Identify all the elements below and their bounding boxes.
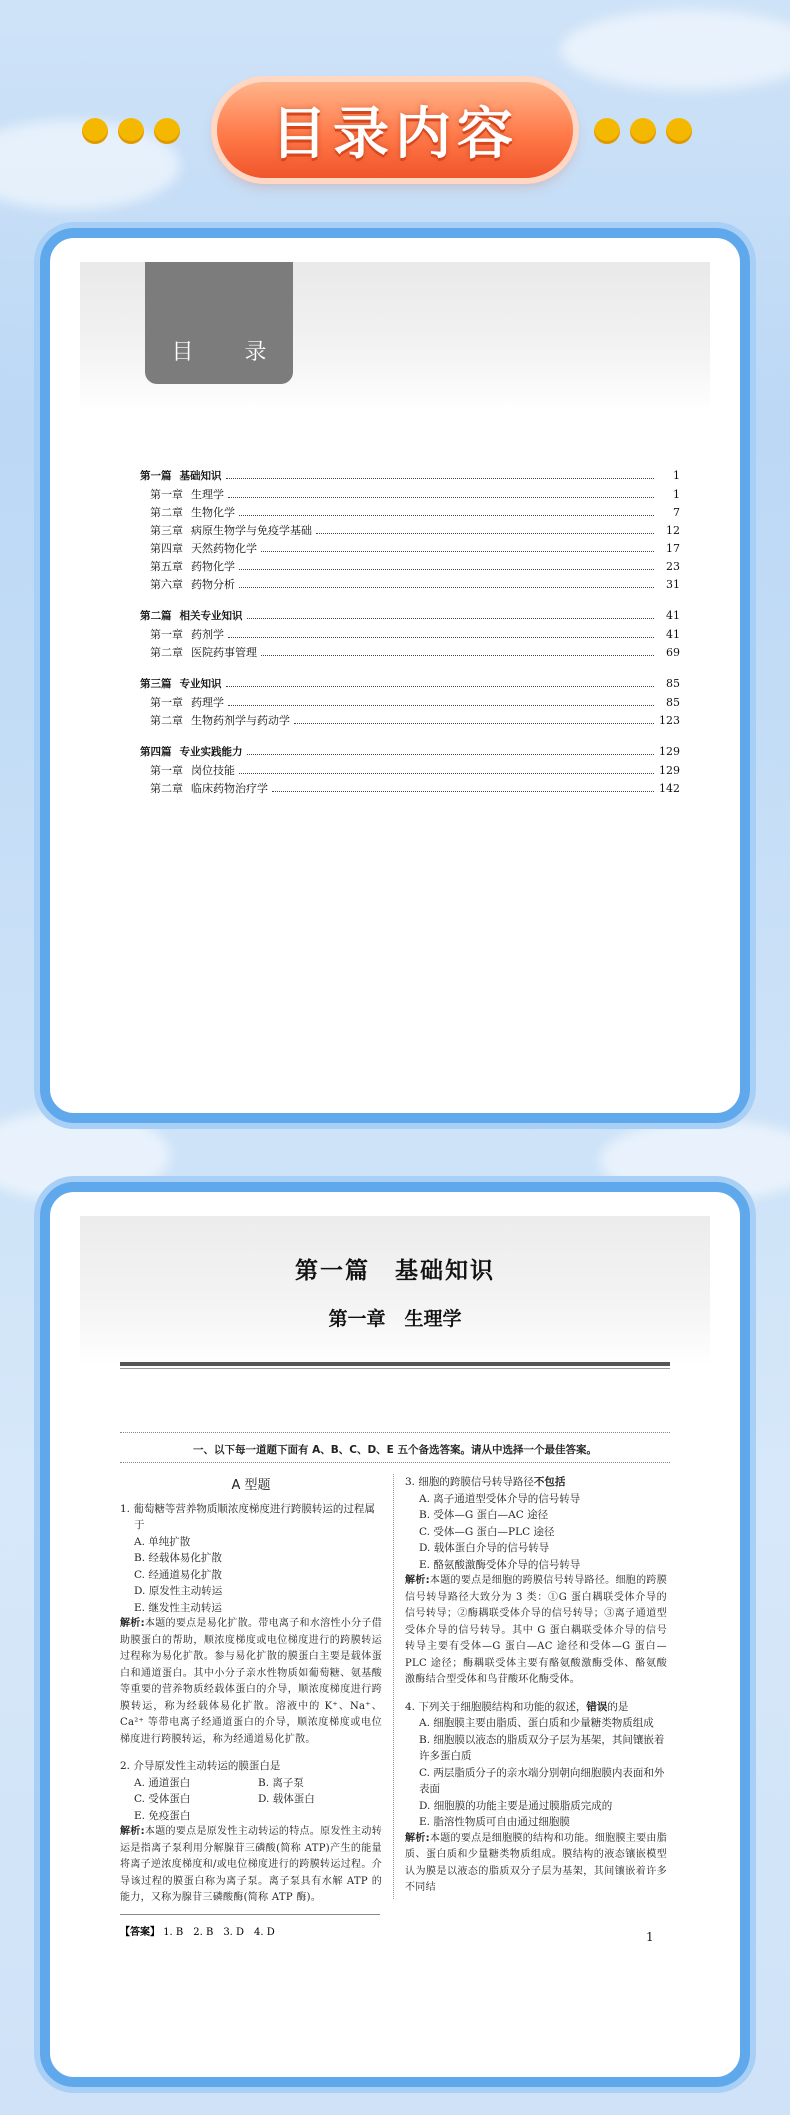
toc-page-number: 123 <box>659 714 680 727</box>
toc-page-number: 85 <box>666 677 680 690</box>
toc-chapter-row[interactable] <box>140 694 680 712</box>
dot-icon <box>594 118 620 144</box>
dot-icon <box>118 118 144 144</box>
dot-leader <box>247 754 655 755</box>
toc-entry-title <box>140 626 224 642</box>
toc-page-number: 17 <box>666 542 680 555</box>
toc-entry-title <box>140 762 235 778</box>
column-divider <box>393 1474 394 1899</box>
toc-card <box>40 228 750 1123</box>
toc-entry-title <box>140 712 290 728</box>
toc-chapter-row[interactable] <box>140 626 680 644</box>
dot-leader <box>226 478 655 479</box>
right-dots <box>594 118 692 144</box>
analysis-text: 本题的要点是易化扩散。带电离子和水溶性小分子借助膜蛋白的帮助，顺浓度梯度或电位梯度进行的跨膜转运过程称为易化扩散。参与易化扩散的膜蛋白主要是载体蛋白和通道蛋白。其中小分子亲水性物质如葡萄糖、氨基酸等重要的营养物质经载体蛋白的介导，顺浓度梯度进行跨膜转运，称为经载体易化扩散。溶液中的 K⁺、Na⁺、Ca²⁺ 等带电离子经通道蛋白的介导，顺浓度梯度或电位梯度进行跨膜转运，称为经通道易化扩散。 <box>120 1618 382 1745</box>
option: D. 载体蛋白 <box>258 1793 315 1805</box>
question-stem-emphasis: 错误 <box>586 1700 608 1713</box>
toc-page-number: 142 <box>659 782 680 795</box>
toc-entry-label: 第二章 <box>150 646 183 659</box>
toc-entry-label: 第四章 <box>150 542 183 555</box>
toc-entry-label: 第一章 <box>150 488 183 501</box>
analysis-label: 解析: <box>120 1826 145 1837</box>
question-stem-text: 3. 细胞的跨膜信号转导路径 <box>405 1476 534 1488</box>
option: C. 受体蛋白 <box>134 1793 191 1805</box>
dot-icon <box>154 118 180 144</box>
answer-key <box>120 1914 380 1938</box>
dot-leader <box>261 655 654 656</box>
answer-key-label: 【答案】 <box>120 1927 160 1938</box>
option: C. 受体—G 蛋白—PLC 途径 <box>419 1525 555 1538</box>
option: B. 细胞膜以液态的脂质双分子层为基架，其间镶嵌着许多蛋白质 <box>419 1733 665 1762</box>
dot-icon <box>630 118 656 144</box>
toc-entry-title <box>140 486 224 502</box>
toc-entry-name: 生物化学 <box>191 506 235 519</box>
instruction-rule-top <box>120 1432 670 1433</box>
toc-entry-label: 第三篇 <box>140 678 172 690</box>
option: A. 细胞膜主要由脂质、蛋白质和少量糖类物质组成 <box>419 1717 654 1729</box>
dot-leader <box>239 569 654 570</box>
toc-page-number: 41 <box>666 609 680 622</box>
toc-entry-label: 第二章 <box>150 714 183 727</box>
toc-part-row[interactable] <box>140 744 680 762</box>
toc-entry-name: 医院药事管理 <box>191 646 257 659</box>
toc-chapter-row[interactable] <box>140 522 680 540</box>
dot-leader <box>247 618 655 619</box>
toc-heading: 目 录 <box>171 340 289 365</box>
dot-icon <box>82 118 108 144</box>
instruction-text: 一、以下每一道题下面有 A、B、C、D、E 五个备选答案。请从中选择一个最佳答案。 <box>192 1444 598 1456</box>
toc-entry-label: 第二章 <box>150 506 183 519</box>
toc-page-number: 41 <box>666 628 680 641</box>
toc-part <box>140 744 680 798</box>
option: D. 载体蛋白介导的信号转导 <box>419 1542 550 1554</box>
table-of-contents <box>140 468 680 812</box>
analysis <box>405 1831 667 1897</box>
dot-icon <box>666 118 692 144</box>
toc-entry-label: 第一章 <box>150 628 183 641</box>
question-stem-text: 的是 <box>607 1700 629 1713</box>
toc-entry-title <box>140 468 222 483</box>
toc-entry-title <box>140 522 312 538</box>
toc-part <box>140 676 680 730</box>
toc-part <box>140 608 680 662</box>
toc-entry-name: 病原生物学与免疫学基础 <box>191 524 312 537</box>
toc-entry-title <box>140 576 235 592</box>
analysis <box>120 1616 382 1748</box>
question-3 <box>405 1474 667 1689</box>
toc-part <box>140 468 680 594</box>
analysis-text: 本题的要点是细胞膜的结构和功能。细胞膜主要由脂质、蛋白质和少量糖类物质组成。膜结构的液态镶嵌模型认为膜是以液态的脂质双分子层为基架，其间镶嵌着许多不同结 <box>405 1832 667 1893</box>
question-1 <box>120 1501 382 1749</box>
option: D. 细胞膜的功能主要是通过膜脂质完成的 <box>419 1799 613 1812</box>
toc-entry-title <box>140 780 268 796</box>
toc-chapter-row[interactable] <box>140 486 680 504</box>
question-stem: 1. 葡萄糖等营养物质顺浓度梯度进行跨膜转运的过程属于 <box>120 1502 375 1531</box>
toc-heading-tab <box>145 262 293 384</box>
dot-leader <box>272 791 654 792</box>
option: B. 离子泵 <box>258 1776 304 1789</box>
option: A. 单纯扩散 <box>134 1535 191 1548</box>
analysis-label: 解析: <box>405 1832 430 1844</box>
toc-page-number: 85 <box>666 696 680 709</box>
toc-chapter-row[interactable] <box>140 712 680 730</box>
toc-entry-name: 专业实践能力 <box>179 746 243 758</box>
toc-part-row[interactable] <box>140 468 680 486</box>
toc-entry-title <box>140 558 235 574</box>
toc-entry-name: 生理学 <box>191 488 224 501</box>
toc-entry-title <box>140 694 224 710</box>
toc-page-number: 129 <box>659 764 680 777</box>
option: A. 通道蛋白 <box>134 1776 191 1789</box>
dot-leader <box>228 497 654 498</box>
dot-leader <box>294 723 654 724</box>
question-stem-text: 4. 下列关于细胞膜结构和功能的叙述， <box>405 1700 587 1713</box>
toc-entry-label: 第二章 <box>150 782 183 795</box>
toc-page-number: 23 <box>666 560 680 573</box>
question-2 <box>120 1758 382 1907</box>
instruction-rule-bottom <box>120 1462 670 1463</box>
dot-leader <box>239 773 654 774</box>
toc-entry-label: 第一章 <box>150 764 183 777</box>
question-4 <box>405 1699 667 1897</box>
question-stem: 2. 介导原发性主动转运的膜蛋白是 <box>120 1760 281 1772</box>
dot-leader <box>239 587 654 588</box>
question-stem <box>405 1699 667 1716</box>
toc-entry-label: 第一章 <box>150 696 183 709</box>
answer-key-values: 1. B 2. B 3. D 4. D <box>163 1927 275 1938</box>
header-title-pill <box>217 82 573 178</box>
analysis <box>120 1824 382 1907</box>
toc-entry-name: 药物化学 <box>191 560 235 573</box>
toc-entry-label: 第六章 <box>150 578 183 591</box>
toc-entry-name: 药物分析 <box>191 578 235 591</box>
chapter-title: 第一章 生理学 <box>328 1308 462 1330</box>
option: E. 免疫蛋白 <box>134 1809 191 1822</box>
toc-page-number: 12 <box>666 524 680 537</box>
toc-page-number: 129 <box>659 745 680 758</box>
toc-entry-name: 生物药剂学与药动学 <box>191 714 290 727</box>
toc-entry-name: 药剂学 <box>191 628 224 641</box>
option: E. 酪氨酸激酶受体介导的信号转导 <box>419 1558 581 1571</box>
question-stem <box>405 1474 667 1491</box>
page-preview-card <box>40 1182 750 2087</box>
right-column <box>405 1474 667 1907</box>
option: B. 受体—G 蛋白—AC 途径 <box>419 1509 549 1521</box>
toc-chapter-row[interactable] <box>140 644 680 662</box>
toc-entry-title <box>140 540 257 556</box>
toc-chapter-row[interactable] <box>140 762 680 780</box>
toc-entry-title <box>140 504 235 520</box>
option-grid <box>120 1775 382 1825</box>
toc-page-number: 69 <box>666 646 680 659</box>
toc-page-number: 1 <box>673 488 680 501</box>
toc-part-row[interactable] <box>140 608 680 626</box>
toc-entry-label: 第四篇 <box>140 746 172 758</box>
left-column <box>120 1474 382 1917</box>
header-banner <box>0 70 790 190</box>
toc-page-number: 7 <box>673 506 680 519</box>
toc-chapter-row[interactable] <box>140 780 680 798</box>
toc-entry-name: 基础知识 <box>179 470 222 482</box>
option: C. 经通道易化扩散 <box>134 1568 222 1581</box>
toc-entry-title <box>140 676 222 691</box>
question-stem-emphasis: 不包括 <box>533 1476 566 1488</box>
toc-part-row[interactable] <box>140 676 680 694</box>
toc-entry-title <box>140 644 257 660</box>
option: B. 经载体易化扩散 <box>134 1552 222 1564</box>
option: E. 继发性主动转运 <box>134 1601 222 1614</box>
toc-entry-label: 第二篇 <box>140 610 172 622</box>
option: A. 离子通道型受体介导的信号转导 <box>419 1492 581 1505</box>
header-title: 目录内容 <box>271 102 519 167</box>
toc-entry-title <box>140 608 243 623</box>
dot-leader <box>226 686 655 687</box>
title-rule <box>120 1362 670 1366</box>
dot-leader <box>228 705 654 706</box>
toc-entry-name: 专业知识 <box>179 678 222 690</box>
toc-entry-name: 相关专业知识 <box>179 610 243 622</box>
analysis-label: 解析: <box>405 1575 430 1586</box>
title-rule-thin <box>120 1368 670 1369</box>
dot-leader <box>239 515 654 516</box>
dot-leader <box>316 533 654 534</box>
option: E. 脂溶性物质可自由通过细胞膜 <box>419 1816 570 1828</box>
toc-entry-label: 第五章 <box>150 560 183 573</box>
toc-chapter-row[interactable] <box>140 504 680 522</box>
toc-entry-label: 第三章 <box>150 524 183 537</box>
left-dots <box>82 118 180 144</box>
toc-entry-name: 药理学 <box>191 696 224 709</box>
toc-chapter-row[interactable] <box>140 576 680 594</box>
toc-entry-title <box>140 744 243 759</box>
toc-entry-name: 岗位技能 <box>191 764 235 777</box>
toc-chapter-row[interactable] <box>140 558 680 576</box>
part-title: 第一篇 基础知识 <box>295 1257 495 1284</box>
toc-page-number: 31 <box>666 578 680 591</box>
toc-entry-name: 天然药物化学 <box>191 542 257 555</box>
toc-chapter-row[interactable] <box>140 540 680 558</box>
dot-leader <box>261 551 654 552</box>
toc-entry-label: 第一篇 <box>140 470 172 482</box>
analysis-text: 本题的要点是细胞的跨膜信号转导路径。细胞的跨膜信号转导路径大致分为 3 类：①G 蛋白耦联受体介导的信号转导；②酶耦联受体介导的信号转导；③离子通道型受体介导的信号转导。其中 G 蛋白耦联受体介导的信号转导主要有受体—G 蛋白—AC 途径和受体—G 蛋白—PLC 途径；酶耦联受体主要有酪氨酸激酶受体、酪氨酸激酶结合型受体和鸟苷酸环化酶受体。 <box>405 1575 667 1685</box>
analysis-label: 解析: <box>120 1618 145 1629</box>
toc-page-number: 1 <box>673 469 680 482</box>
analysis <box>405 1573 667 1689</box>
toc-entry-name: 临床药物治疗学 <box>191 782 268 795</box>
option: C. 两层脂质分子的亲水端分别朝向细胞膜内表面和外表面 <box>419 1766 665 1795</box>
page-header-band <box>80 1216 710 1366</box>
analysis-text: 本题的要点是原发性主动转运的特点。原发性主动转运是指离子泵利用分解腺苷三磷酸(简称 ATP)产生的能量将离子逆浓度梯度和/或电位梯度进行的跨膜转运过程。介导该过程的膜蛋白称为离子泵。离子泵具有水解 ATP 的能力，又称为腺苷三磷酸酶(简称 ATP 酶)。 <box>120 1826 382 1903</box>
page-number: 1 <box>646 1930 654 1944</box>
dot-leader <box>228 637 654 638</box>
section-heading: A 型题 <box>231 1478 271 1493</box>
option: D. 原发性主动转运 <box>134 1585 223 1597</box>
